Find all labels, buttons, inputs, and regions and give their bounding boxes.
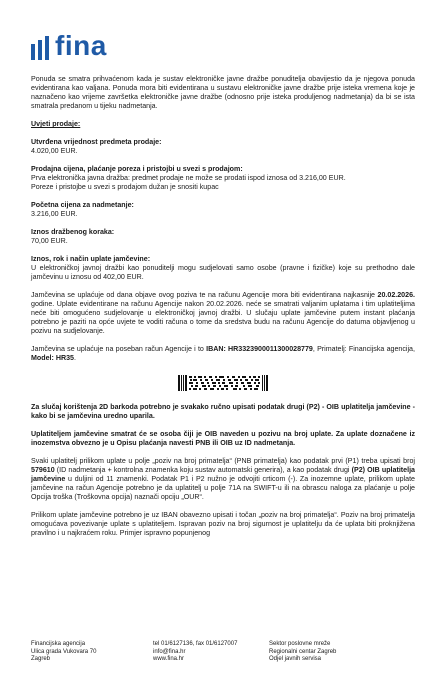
- barcode-notice: Za slučaj korištenja 2D barkoda potrebno je svakako ručno upisati podatak drugi (P2) - OIB uplatitelja jamčevine - kako bi se jamčevina uredno uparila.: [31, 403, 415, 420]
- start-price-block: [31, 201, 415, 219]
- value-block: [31, 138, 415, 156]
- barcode-2d-icon: [178, 375, 268, 391]
- value-label: Utvrđena vrijednost predmeta prodaje:: [31, 138, 162, 146]
- deposit-block: [31, 255, 415, 282]
- payment-account-text-c: .: [73, 354, 76, 362]
- barcode-container: [31, 372, 415, 394]
- footer: [31, 641, 415, 664]
- pnb-number: 579610: [31, 466, 55, 474]
- footer-line: www.fina.hr: [153, 656, 185, 663]
- footer-line: Sektor poslovne mreže: [269, 641, 331, 647]
- payment-deadline-date: 20.02.2026.: [377, 291, 415, 299]
- reference-paragraph: Prilikom uplate jamčevine potrebno je uz IBAN obavezno upisati i točan „poziv na broj primatelja“. Poziv na broj primatelja omogućava povezivanje uplate s uplatiteljem. Ispravan poziv na broj sigurnost je uplatitelju da će uplata biti proknjižena pravilno i u najkraćem roku. Primjer ispravno popunjenog: [31, 511, 415, 537]
- step-text: 70,00 EUR.: [31, 237, 68, 245]
- footer-line: info@fina.hr: [153, 648, 186, 655]
- fina-logo: [31, 26, 107, 60]
- fina-logo-text: fina: [55, 30, 107, 61]
- payment-account-text-b: , Primatelj: Financijska agencija,: [312, 345, 415, 353]
- price-block: [31, 165, 415, 192]
- footer-line: Financijska agencija: [31, 641, 86, 647]
- footer-department: [269, 641, 336, 664]
- pnb-text-a: Svaki uplatitelj prilikom uplate u polje „poziv na broj primatelja“ (PNB primatelja) kao podatak prvi (P1) treba upisati broj: [31, 457, 415, 465]
- start-price-label: Početna cijena za nadmetanje:: [31, 201, 134, 209]
- footer-contact: [153, 641, 269, 664]
- pnb-paragraph: [31, 457, 415, 502]
- price-label: Prodajna cijena, plaćanje poreza i pristojbi u svezi s prodajom:: [31, 165, 243, 173]
- payer-notice: Uplatiteljem jamčevine smatrat će se osoba čiji je OIB naveden u pozivu na broj uplate. Za uplate doznačene iz inozemstva obvezno je u Opisu plaćanja navesti PNB ili OIB uz ID nadmetanja.: [31, 430, 415, 447]
- pnb-text-b: (ID nadmetanja + kontrolna znamenka koju sustav automatski generira), a kao podatak drugi: [54, 466, 352, 474]
- deposit-text: U elektroničkoj javnoj dražbi kao ponuditelji mogu sudjelovati samo osobe (pravne i fizičke) koje su prethodno dale jamčevinu u iznosu od 402,00 EUR.: [31, 264, 415, 281]
- step-label: Iznos dražbenog koraka:: [31, 228, 115, 236]
- payment-account-text-a: Jamčevina se uplaćuje na poseban račun Agencije i to: [31, 345, 207, 353]
- footer-line: Regionalni centar Zagreb: [269, 648, 337, 655]
- pnb-text-c: u duljini od 11 znamenki. Podatak P1 i P2 nužno je odvojiti crticom (-). Za inozemne uplate, prilikom uplate jamčevine na račun Agencije potrebno je da uplatitelj u polje 71A na SWIFT-u ili na obrascu naloga za plaćanje u polje Opcija troška (Troškovna opcija) naznači opciju „OUR“.: [31, 475, 415, 501]
- conditions-heading: Uvjeti prodaje:: [31, 120, 81, 128]
- footer-line: Zagreb: [31, 656, 51, 663]
- payment-model: Model: HR35: [31, 354, 74, 362]
- document-body: [31, 75, 415, 547]
- price-line-2: Poreze i pristojbe u svezi s prodajom dužan je snositi kupac: [31, 183, 219, 191]
- footer-line: Odjel javnih servisa: [269, 656, 322, 663]
- footer-address: [31, 641, 153, 664]
- price-line-1: Prva elektronička javna dražba: predmet prodaje ne može se prodati ispod iznosa od 3.216,00 EUR.: [31, 174, 346, 182]
- footer-line: Ulica grada Vukovara 70: [31, 648, 97, 655]
- fina-logo-bars-icon: [31, 36, 49, 60]
- payment-deadline-paragraph: [31, 291, 415, 336]
- intro-paragraph: Ponuda se smatra prihvaćenom kada je sustav elektroničke javne dražbe ponuditelja obavijestio da je njegova ponuda evidentirana kao valjana. Ponuda mora biti evidentirana u sustavu elektroničke javne dražbe prije isteka vremena koje je naznačeno kao vrijeme završetka elektroničke javne dražbe (odnosno prije isteka produljenog nadmetanja) da bi se ista smatrala predanom u tijeku nadmetanja.: [31, 75, 415, 110]
- payment-account-paragraph: [31, 345, 415, 363]
- payment-deadline-text-b: godine. Uplate evidentirane na računu Agencije nakon 20.02.2026. neće se smatrati valjanim uplatama i tim uplatiteljima neće biti omogućeno sudjelovanje u elektroničkoj javnoj dražbi. U slučaju uplate jamčevine putem instant plaćanja potrebno je paziti na opće uvjete te voditi računa o tome da sredstva budu na računu Agencije do datuma objavljenog u pozivu na sudjelovanje.: [31, 300, 415, 335]
- step-block: [31, 228, 415, 246]
- pnb-p2: (P2) OIB uplatitelja jamčevine: [31, 466, 415, 483]
- deposit-label: Iznos, rok i način uplate jamčevine:: [31, 255, 151, 263]
- payment-iban: IBAN: HR3323900011300028779: [206, 345, 313, 353]
- payment-deadline-text-a: Jamčevina se uplaćuje od dana objave ovog poziva te na računu Agencije mora biti evidentirana najkasnije: [31, 291, 378, 299]
- value-text: 4.020,00 EUR.: [31, 147, 78, 155]
- start-price-text: 3.216,00 EUR.: [31, 210, 78, 218]
- footer-line: tel 01/6127136, fax 01/6127007: [153, 641, 238, 647]
